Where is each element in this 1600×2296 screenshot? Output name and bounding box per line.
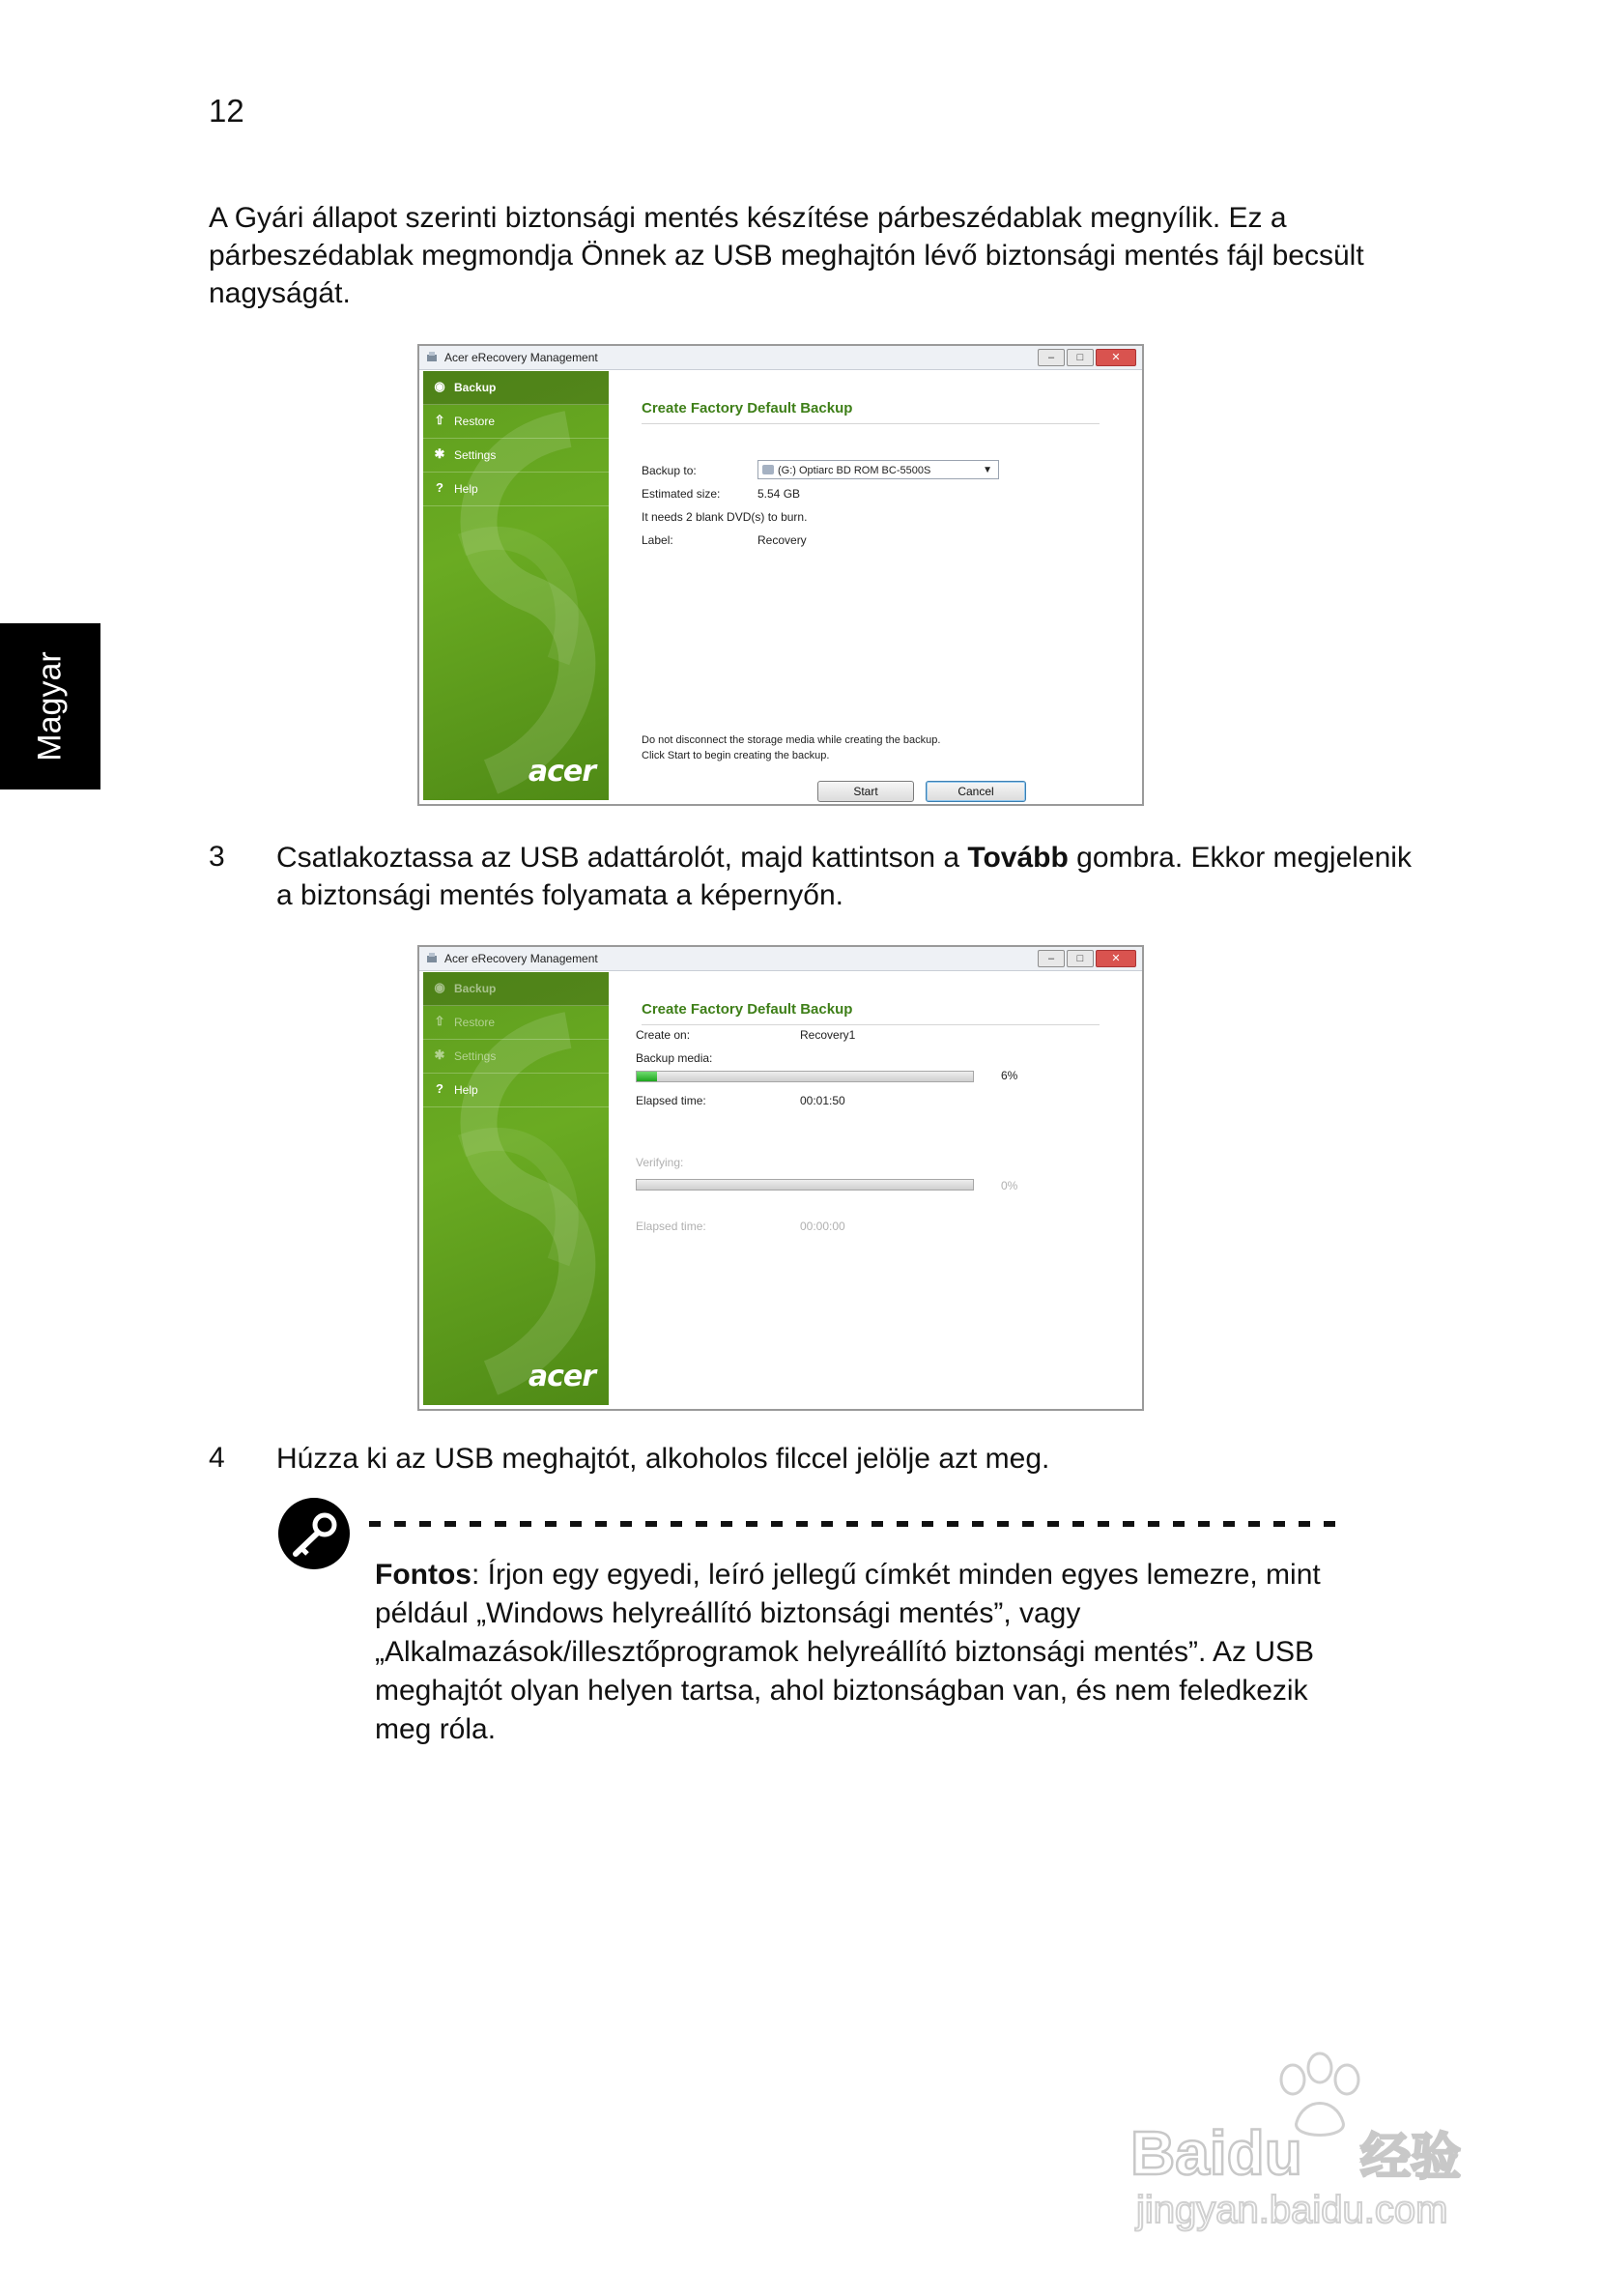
restore-icon: ⇧ (434, 413, 445, 427)
window-title: Acer eRecovery Management (444, 351, 598, 364)
sidebar-item-label: Backup (454, 381, 497, 394)
app-icon (425, 350, 439, 363)
sidebar-item-label: Settings (454, 1049, 497, 1063)
dialog-heading: Create Factory Default Backup (642, 400, 853, 416)
dialog-heading: Create Factory Default Backup (642, 1001, 853, 1018)
sidebar-item-label: Backup (454, 982, 497, 995)
create-on-label: Create on: (636, 1028, 691, 1042)
backup-percent: 6% (1001, 1069, 1018, 1082)
gear-icon: ✱ (434, 1048, 445, 1062)
warning-text-2: Click Start to begin creating the backup. (642, 750, 830, 761)
watermark-url: jingyan.baidu.com (1136, 2189, 1448, 2231)
elapsed-time-2-value: 00:00:00 (800, 1220, 845, 1233)
label-value: Recovery (757, 533, 807, 547)
backup-dialog-screenshot (417, 344, 1144, 806)
sidebar-item-settings[interactable] (423, 439, 609, 473)
sidebar (423, 972, 609, 1405)
backup-target-value: (G:) Optiarc BD ROM BC-5500S (778, 465, 931, 476)
warning-text-1: Do not disconnect the storage media while creating the backup. (642, 734, 941, 746)
chevron-down-icon: ▼ (983, 465, 992, 475)
backup-progress-fill (637, 1072, 657, 1081)
verify-progress-bar (636, 1179, 974, 1191)
watermark-cn: 经验 (1360, 2129, 1462, 2187)
watermark-brand: Baidu (1130, 2118, 1302, 2188)
note-title: Fontos (375, 1559, 471, 1591)
start-button[interactable]: Start (817, 781, 914, 802)
maximize-button[interactable]: □ (1067, 349, 1094, 366)
restore-icon: ⇧ (434, 1014, 445, 1028)
dvd-requirement-text: It needs 2 blank DVD(s) to burn. (642, 510, 808, 524)
window-titlebar (419, 947, 1142, 971)
step-3-text-a: Csatlakoztassa az USB adattárolót, majd kattintson a (276, 842, 968, 874)
language-label: Magyar (31, 651, 69, 761)
window-title: Acer eRecovery Management (444, 952, 598, 965)
minimize-button[interactable]: – (1038, 950, 1065, 967)
baidu-watermark (1121, 2039, 1527, 2232)
step-3-text-b: gombra. Ekkor megjelenik a biztonsági mentés folyamata a képernyőn. (276, 842, 1412, 911)
acer-logo: acer (528, 755, 595, 789)
key-icon (276, 1496, 352, 1571)
elapsed-time-2-label: Elapsed time: (636, 1220, 706, 1233)
minimize-button[interactable]: – (1038, 349, 1065, 366)
intro-paragraph: A Gyári állapot szerinti biztonsági mentés készítése párbeszédablak megnyílik. Ez a párbeszédablak megmondja Önnek az USB meghajtón lévő biztonsági mentés fájl becsült nagyságát. (209, 202, 1364, 309)
verifying-label: Verifying: (636, 1156, 684, 1169)
important-note (375, 1556, 1341, 1749)
sidebar-item-label: Restore (454, 1016, 496, 1029)
sidebar-item-restore[interactable] (423, 405, 609, 439)
step-3-button-name: Tovább (967, 842, 1069, 874)
sidebar-item-backup[interactable] (423, 972, 609, 1006)
elapsed-time-label: Elapsed time: (636, 1094, 706, 1107)
estimated-size-value: 5.54 GB (757, 487, 801, 501)
help-icon: ? (436, 1081, 443, 1096)
backup-progress-bar (636, 1071, 974, 1082)
backup-media-label: Backup media: (636, 1051, 713, 1065)
sidebar-item-label: Settings (454, 448, 497, 462)
divider (642, 1024, 1100, 1025)
close-button[interactable]: ✕ (1096, 349, 1136, 366)
step-4-number: 4 (209, 1442, 225, 1474)
sidebar-item-help[interactable] (423, 1074, 609, 1107)
elapsed-time-value: 00:01:50 (800, 1094, 845, 1107)
backup-icon: ◉ (434, 379, 445, 393)
app-icon (425, 951, 439, 964)
sidebar-item-label: Restore (454, 415, 496, 428)
sidebar (423, 371, 609, 800)
create-on-value: Recovery1 (800, 1028, 856, 1042)
cancel-button[interactable]: Cancel (926, 781, 1026, 802)
note-text: : Írjon egy egyedi, leíró jellegű címkét minden egyes lemezre, mint például „Windows helyreállító biztonsági mentés”, vagy „Alkalmazások/illesztőprogramok helyreállító biztonsági mentés”. Az USB meghajtót olyan helyen tartsa, ahol biztonságban van, és nem feledkezik meg róla. (375, 1559, 1321, 1745)
backup-progress-screenshot (417, 945, 1144, 1411)
close-button[interactable]: ✕ (1096, 950, 1136, 967)
backup-to-label: Backup to: (642, 464, 697, 477)
backup-target-select[interactable] (757, 460, 999, 479)
step-3-number: 3 (209, 841, 225, 873)
sidebar-item-label: Help (454, 482, 478, 496)
help-icon: ? (436, 480, 443, 495)
verify-percent: 0% (1001, 1179, 1018, 1192)
sidebar-item-settings[interactable] (423, 1040, 609, 1074)
content-panel (618, 972, 1138, 1405)
sidebar-item-restore[interactable] (423, 1006, 609, 1040)
window-titlebar (419, 346, 1142, 370)
maximize-button[interactable]: □ (1067, 950, 1094, 967)
estimated-size-label: Estimated size: (642, 487, 721, 501)
step-4-text: Húzza ki az USB meghajtót, alkoholos filccel jelölje azt meg. (276, 1443, 1050, 1475)
page-number: 12 (209, 93, 244, 129)
sidebar-item-label: Help (454, 1083, 478, 1097)
divider (642, 423, 1100, 424)
step-3-text (276, 839, 1416, 914)
sidebar-item-help[interactable] (423, 473, 609, 506)
sidebar-item-backup[interactable] (423, 371, 609, 405)
backup-icon: ◉ (434, 980, 445, 994)
language-side-tab (0, 623, 100, 789)
drive-icon (762, 465, 774, 474)
gear-icon: ✱ (434, 446, 445, 461)
label-label: Label: (642, 533, 673, 547)
acer-logo: acer (528, 1360, 595, 1393)
note-dashed-divider (369, 1521, 1347, 1527)
content-panel (618, 371, 1138, 800)
